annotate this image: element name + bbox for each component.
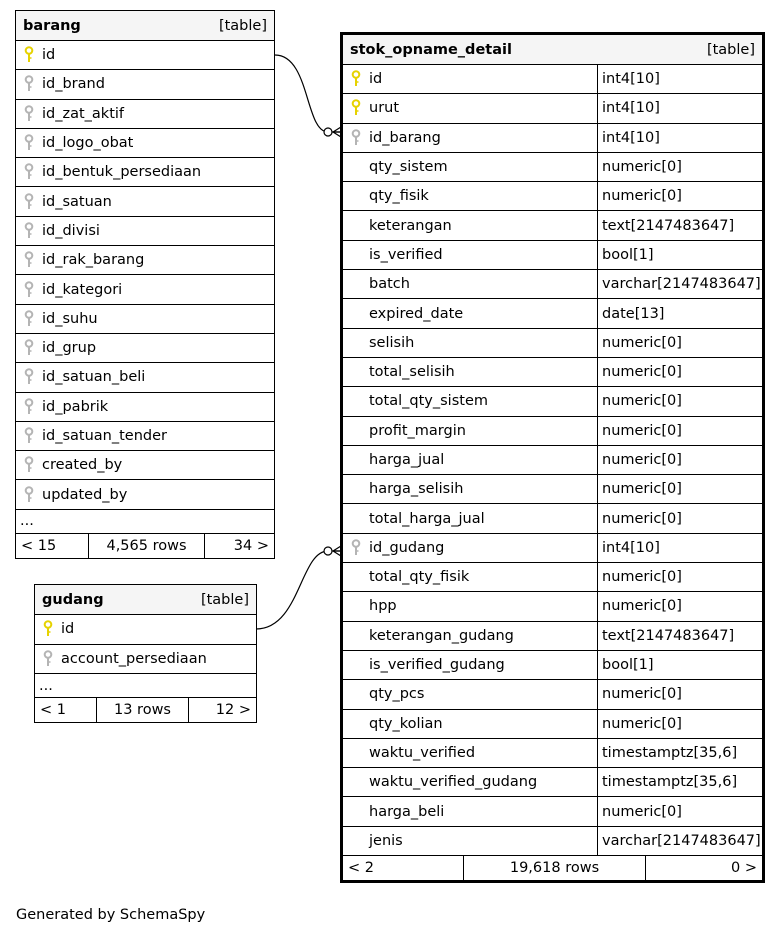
column-name: selisih xyxy=(369,334,415,351)
table-header xyxy=(35,585,256,615)
column-name: id_satuan_tender xyxy=(42,428,168,444)
column-row-id-grup[interactable] xyxy=(16,334,274,363)
column-type: numeric[0] xyxy=(597,504,682,532)
column-name: id xyxy=(61,621,75,638)
column-name: qty_kolian xyxy=(369,715,443,732)
foreign-key-icon xyxy=(16,105,42,123)
column-name: id_divisi xyxy=(42,222,100,239)
row-count: 19,618 rows xyxy=(464,856,646,880)
column-name: id_bentuk_persediaan xyxy=(42,164,202,181)
column-name: profit_margin xyxy=(369,422,466,439)
column-name: id_rak_barang xyxy=(42,252,145,269)
column-name: updated_by xyxy=(42,486,128,503)
column-list xyxy=(35,615,256,674)
column-name: created_by xyxy=(42,457,123,474)
foreign-key-icon xyxy=(35,650,61,668)
foreign-key-icon xyxy=(16,281,42,299)
column-type: numeric[0] xyxy=(597,329,682,357)
column-name: total_selisih xyxy=(369,364,455,381)
column-name: waktu_verified xyxy=(369,744,476,761)
table-name: barang xyxy=(23,17,81,34)
column-row-id-divisi[interactable] xyxy=(16,217,274,246)
column-name: hpp xyxy=(369,598,397,615)
column-row-keterangan-gudang[interactable] xyxy=(343,622,762,651)
primary-key-icon xyxy=(35,620,61,638)
column-type: varchar[2147483647] xyxy=(597,270,761,298)
column-row-id-satuan-tender[interactable] xyxy=(16,422,274,451)
column-type: numeric[0] xyxy=(597,475,682,503)
column-name: harga_selisih xyxy=(369,481,464,498)
edge-barang-to-stok-opname-detail xyxy=(275,55,340,132)
column-name: id_satuan xyxy=(42,193,112,210)
parents-count[interactable]: < 2 xyxy=(343,856,464,880)
table-header xyxy=(16,11,274,41)
column-row-id-satuan[interactable] xyxy=(16,187,274,216)
column-row-created-by[interactable] xyxy=(16,451,274,480)
column-row-harga-beli[interactable] xyxy=(343,797,762,826)
foreign-key-icon xyxy=(16,368,42,386)
column-name: keterangan xyxy=(369,217,452,234)
column-type: timestamptz[35,6] xyxy=(597,739,737,767)
foreign-key-icon xyxy=(16,163,42,181)
column-type: timestamptz[35,6] xyxy=(597,768,737,796)
column-type: numeric[0] xyxy=(597,387,682,415)
column-row-is-verified[interactable] xyxy=(343,241,762,270)
column-row-id[interactable] xyxy=(343,65,762,94)
column-type: text[2147483647] xyxy=(597,211,734,239)
column-row-id-logo-obat[interactable] xyxy=(16,129,274,158)
column-type: numeric[0] xyxy=(597,182,682,210)
column-name: id_grup xyxy=(42,340,97,357)
column-type: numeric[0] xyxy=(597,592,682,620)
column-row-jenis[interactable] xyxy=(343,827,762,856)
column-name: harga_jual xyxy=(369,452,445,468)
column-row-updated-by[interactable] xyxy=(16,480,274,509)
column-name: is_verified_gudang xyxy=(369,657,505,674)
primary-key-icon xyxy=(16,46,42,64)
column-row-id-satuan-beli[interactable] xyxy=(16,363,274,392)
ellipsis-text: ... xyxy=(20,513,34,530)
foreign-key-icon xyxy=(16,427,42,445)
table-footer xyxy=(343,856,762,880)
column-name: is_verified xyxy=(369,246,443,263)
table-name: stok_opname_detail xyxy=(350,41,512,58)
column-name: account_persediaan xyxy=(61,650,207,667)
column-row-selisih[interactable] xyxy=(343,329,762,358)
column-row-total-qty-fisik[interactable] xyxy=(343,563,762,592)
foreign-key-icon xyxy=(16,251,42,269)
column-list xyxy=(343,65,762,856)
row-count: 4,565 rows xyxy=(89,534,205,558)
parents-count[interactable]: < 15 xyxy=(16,534,89,558)
column-type: date[13] xyxy=(597,299,664,327)
column-row-waktu-verified-gudang[interactable] xyxy=(343,768,762,797)
column-name: id_kategori xyxy=(42,281,123,298)
table-header xyxy=(343,35,762,65)
foreign-key-icon xyxy=(16,75,42,93)
foreign-key-icon xyxy=(16,339,42,357)
primary-key-icon xyxy=(343,99,369,117)
table-footer xyxy=(35,698,256,722)
column-row-batch[interactable] xyxy=(343,270,762,299)
column-row-qty-kolian[interactable] xyxy=(343,710,762,739)
column-row-urut[interactable] xyxy=(343,94,762,123)
column-type: int4[10] xyxy=(597,534,660,562)
column-name: waktu_verified_gudang xyxy=(369,774,538,791)
column-row-id-suhu[interactable] xyxy=(16,305,274,334)
table-barang[interactable] xyxy=(15,10,275,559)
column-type: numeric[0] xyxy=(597,680,682,708)
column-row-id[interactable] xyxy=(16,41,274,70)
column-name: batch xyxy=(369,276,410,293)
column-list xyxy=(16,41,274,510)
table-stok-opname-detail[interactable] xyxy=(340,32,765,883)
column-row-id-barang[interactable] xyxy=(343,124,762,153)
table-footer xyxy=(16,534,274,558)
children-count[interactable]: 34 > xyxy=(233,537,269,554)
column-row-total-qty-sistem[interactable] xyxy=(343,387,762,416)
column-type: varchar[2147483647] xyxy=(597,827,761,855)
foreign-key-icon xyxy=(16,486,42,504)
column-name: qty_pcs xyxy=(369,686,425,703)
table-name: gudang xyxy=(42,591,104,608)
column-name: id xyxy=(42,47,56,64)
column-row-qty-fisik[interactable] xyxy=(343,182,762,211)
column-row-keterangan[interactable] xyxy=(343,211,762,240)
column-name: id_pabrik xyxy=(42,398,109,415)
foreign-key-icon xyxy=(16,134,42,152)
column-row-id-bentuk-persediaan[interactable] xyxy=(16,158,274,187)
column-name: id_satuan_beli xyxy=(42,369,146,386)
column-row-total-harga-jual[interactable] xyxy=(343,504,762,533)
column-type: text[2147483647] xyxy=(597,622,734,650)
column-row-id-rak-barang[interactable] xyxy=(16,246,274,275)
column-name: urut xyxy=(369,100,400,117)
column-type: int4[10] xyxy=(597,94,660,122)
children-count[interactable]: 0 > xyxy=(731,860,757,877)
column-type: int4[10] xyxy=(597,65,660,93)
column-row-hpp[interactable] xyxy=(343,592,762,621)
column-name: id_suhu xyxy=(42,310,98,327)
row-count: 13 rows xyxy=(97,698,189,722)
column-type: numeric[0] xyxy=(597,153,682,181)
column-name: total_qty_sistem xyxy=(369,393,488,410)
column-type: numeric[0] xyxy=(597,797,682,825)
column-name: jenis xyxy=(369,832,403,849)
table-kind: [table] xyxy=(706,41,755,58)
ellipsis-text: ... xyxy=(39,677,53,694)
foreign-key-icon xyxy=(16,193,42,211)
table-gudang[interactable] xyxy=(34,584,257,723)
column-row-waktu-verified[interactable] xyxy=(343,739,762,768)
column-name: id xyxy=(369,71,383,88)
column-row-id-kategori[interactable] xyxy=(16,275,274,304)
column-type: numeric[0] xyxy=(597,417,682,445)
column-row-harga-selisih[interactable] xyxy=(343,475,762,504)
column-type: numeric[0] xyxy=(597,710,682,738)
foreign-key-icon xyxy=(16,456,42,474)
parents-count[interactable]: < 1 xyxy=(35,698,97,722)
more-columns-ellipsis xyxy=(16,510,274,534)
column-name: qty_sistem xyxy=(369,159,448,176)
column-row-expired-date[interactable] xyxy=(343,299,762,328)
children-count[interactable]: 12 > xyxy=(215,702,251,718)
column-name: total_harga_jual xyxy=(369,510,485,527)
column-type: int4[10] xyxy=(597,124,660,152)
foreign-key-icon xyxy=(16,398,42,416)
column-name: id_gudang xyxy=(369,539,445,556)
column-name: id_logo_obat xyxy=(42,135,134,152)
column-type: bool[1] xyxy=(597,651,654,679)
edge-gudang-to-stok-opname-detail xyxy=(256,551,340,629)
column-row-account-persediaan[interactable] xyxy=(35,645,256,675)
column-row-harga-jual[interactable] xyxy=(343,446,762,475)
column-row-qty-sistem[interactable] xyxy=(343,153,762,182)
column-row-id-pabrik[interactable] xyxy=(16,393,274,422)
table-kind: [table] xyxy=(200,591,249,608)
edge-barang-optional-marker xyxy=(324,128,332,136)
column-type: numeric[0] xyxy=(597,446,682,474)
column-type: bool[1] xyxy=(597,241,654,269)
column-name: qty_fisik xyxy=(369,188,429,205)
column-name: id_barang xyxy=(369,129,441,146)
foreign-key-icon xyxy=(343,539,369,557)
column-row-id-brand[interactable] xyxy=(16,70,274,99)
foreign-key-icon xyxy=(16,222,42,240)
generated-by-label: Generated by SchemaSpy xyxy=(16,907,206,923)
column-type: numeric[0] xyxy=(597,563,682,591)
table-kind: [table] xyxy=(218,17,267,34)
column-type: numeric[0] xyxy=(597,358,682,386)
primary-key-icon xyxy=(343,70,369,88)
column-row-id[interactable] xyxy=(35,615,256,645)
column-name: id_brand xyxy=(42,76,105,93)
column-name: harga_beli xyxy=(369,803,445,820)
column-row-total-selisih[interactable] xyxy=(343,358,762,387)
foreign-key-icon xyxy=(343,129,369,147)
column-row-is-verified-gudang[interactable] xyxy=(343,651,762,680)
column-name: expired_date xyxy=(369,305,464,322)
column-name: id_zat_aktif xyxy=(42,105,125,122)
edge-gudang-optional-marker xyxy=(324,547,332,555)
column-row-qty-pcs[interactable] xyxy=(343,680,762,709)
column-name: total_qty_fisik xyxy=(369,569,470,586)
more-columns-ellipsis xyxy=(35,674,256,698)
column-name: keterangan_gudang xyxy=(369,627,514,644)
column-row-id-gudang[interactable] xyxy=(343,534,762,563)
foreign-key-icon xyxy=(16,310,42,328)
column-row-id-zat-aktif[interactable] xyxy=(16,100,274,129)
column-row-profit-margin[interactable] xyxy=(343,417,762,446)
